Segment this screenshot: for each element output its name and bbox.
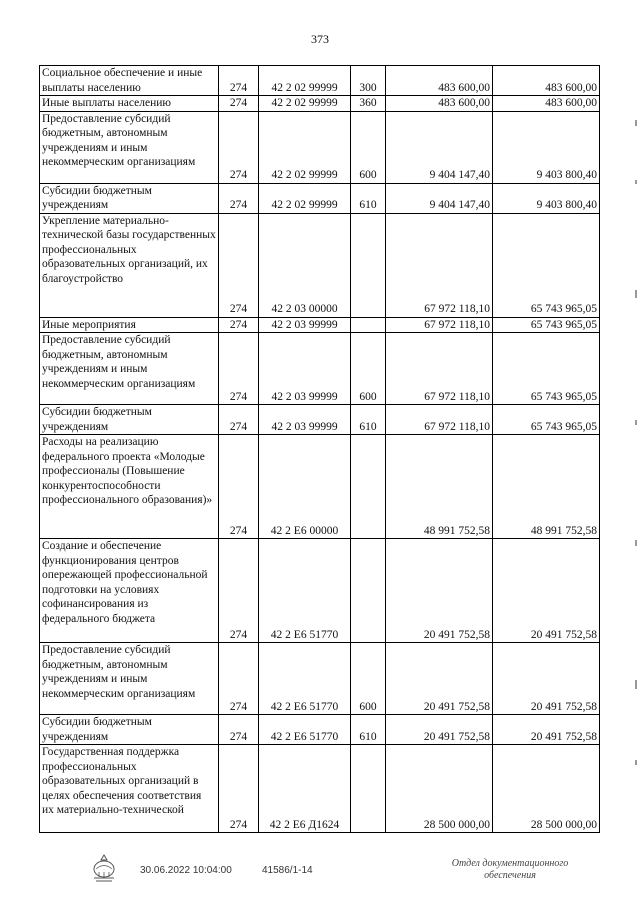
row-csr: 42 2 02 99999 (259, 111, 351, 183)
row-vr (351, 213, 386, 317)
row-sum-2: 65 743 965,05 (493, 317, 600, 333)
row-code: 274 (219, 213, 259, 317)
row-csr: 42 2 03 00000 (259, 213, 351, 317)
row-vr (351, 539, 386, 643)
table-row (40, 317, 600, 333)
table-row (40, 111, 600, 183)
row-code: 274 (219, 643, 259, 715)
row-vr: 610 (351, 715, 386, 745)
footer-doc-number: 41586/1-14 (262, 865, 313, 876)
page-number: 373 (311, 32, 329, 46)
row-name: Укрепление материально-технической базы государственных профессиональных образовательных организаций, их благоустройство (40, 213, 219, 317)
row-sum-2: 20 491 752,58 (493, 715, 600, 745)
row-sum-2: 20 491 752,58 (493, 539, 600, 643)
row-csr: 42 2 02 99999 (259, 183, 351, 213)
row-csr: 42 2 03 99999 (259, 317, 351, 333)
row-code: 274 (219, 111, 259, 183)
row-name: Предоставление субсидий бюджетным, автономным учреждениям и иным некоммерческим организациям (40, 333, 219, 405)
row-sum-2: 65 743 965,05 (493, 333, 600, 405)
row-sum-2: 65 743 965,05 (493, 405, 600, 435)
row-vr (351, 317, 386, 333)
footer-department (420, 858, 600, 882)
row-name: Предоставление субсидий бюджетным, автономным учреждениям и иным некоммерческим организациям (40, 111, 219, 183)
row-sum-1: 483 600,00 (386, 66, 493, 96)
row-sum-1: 28 500 000,00 (386, 745, 493, 833)
coat-of-arms-icon (88, 852, 120, 884)
row-code: 274 (219, 715, 259, 745)
row-vr: 600 (351, 111, 386, 183)
row-sum-2: 48 991 752,58 (493, 435, 600, 539)
row-sum-1: 9 404 147,40 (386, 183, 493, 213)
row-sum-2: 65 743 965,05 (493, 213, 600, 317)
row-csr: 42 2 03 99999 (259, 333, 351, 405)
row-code: 274 (219, 435, 259, 539)
footer-department-line-1: Отдел документационного (451, 858, 569, 869)
row-code: 274 (219, 333, 259, 405)
row-csr: 42 2 02 99999 (259, 96, 351, 112)
row-code: 274 (219, 66, 259, 96)
row-sum-1: 67 972 118,10 (386, 213, 493, 317)
row-sum-1: 20 491 752,58 (386, 539, 493, 643)
row-name: Иные мероприятия (40, 317, 219, 333)
table-row (40, 405, 600, 435)
row-name: Субсидии бюджетным учреждениям (40, 715, 219, 745)
row-code: 274 (219, 539, 259, 643)
row-name: Государственная поддержка профессиональных образовательных организаций в целях обеспечения соответствия их материально-технической (40, 745, 219, 833)
row-sum-1: 67 972 118,10 (386, 405, 493, 435)
table-row (40, 213, 600, 317)
row-code: 274 (219, 405, 259, 435)
row-name: Предоставление субсидий бюджетным, автономным учреждениям и иным некоммерческим организациям (40, 643, 219, 715)
table-row (40, 745, 600, 833)
row-name: Создание и обеспечение функционирования центров опережающей профессиональной подготовки на условиях софинансирования из федерального бюджета (40, 539, 219, 643)
row-name: Иные выплаты населению (40, 96, 219, 112)
row-code: 274 (219, 96, 259, 112)
row-csr: 42 2 Е6 51770 (259, 539, 351, 643)
table-row (40, 333, 600, 405)
row-sum-1: 9 404 147,40 (386, 111, 493, 183)
row-name: Социальное обеспечение и иные выплаты населению (40, 66, 219, 96)
scan-edge-marks (635, 120, 637, 820)
row-name: Субсидии бюджетным учреждениям (40, 183, 219, 213)
budget-table (39, 65, 600, 833)
row-sum-2: 9 403 800,40 (493, 183, 600, 213)
page-footer (0, 858, 640, 898)
row-sum-1: 67 972 118,10 (386, 317, 493, 333)
row-csr: 42 2 03 99999 (259, 405, 351, 435)
row-sum-2: 20 491 752,58 (493, 643, 600, 715)
row-csr: 42 2 Е6 51770 (259, 715, 351, 745)
row-vr: 600 (351, 333, 386, 405)
row-name: Субсидии бюджетным учреждениям (40, 405, 219, 435)
table-row (40, 715, 600, 745)
table-row (40, 66, 600, 96)
row-code: 274 (219, 317, 259, 333)
row-sum-1: 20 491 752,58 (386, 643, 493, 715)
row-code: 274 (219, 745, 259, 833)
footer-date: 30.06.2022 10:04:00 (140, 865, 232, 876)
row-vr (351, 745, 386, 833)
row-sum-1: 483 600,00 (386, 96, 493, 112)
row-vr: 610 (351, 405, 386, 435)
footer-department-line-2: обеспечения (484, 870, 536, 881)
row-sum-1: 48 991 752,58 (386, 435, 493, 539)
row-sum-2: 483 600,00 (493, 96, 600, 112)
table-row (40, 183, 600, 213)
row-vr (351, 435, 386, 539)
row-sum-2: 28 500 000,00 (493, 745, 600, 833)
row-vr: 610 (351, 183, 386, 213)
row-vr: 360 (351, 96, 386, 112)
row-name: Расходы на реализацию федерального проекта «Молодые профессионалы (Повышение конкурентоспособности профессионального образования)» (40, 435, 219, 539)
table-row (40, 539, 600, 643)
row-vr: 600 (351, 643, 386, 715)
row-vr: 300 (351, 66, 386, 96)
row-csr: 42 2 Е6 00000 (259, 435, 351, 539)
row-sum-2: 9 403 800,40 (493, 111, 600, 183)
table-row (40, 643, 600, 715)
row-sum-1: 20 491 752,58 (386, 715, 493, 745)
row-sum-1: 67 972 118,10 (386, 333, 493, 405)
row-csr: 42 2 Е6 Д1624 (259, 745, 351, 833)
row-code: 274 (219, 183, 259, 213)
row-csr: 42 2 02 99999 (259, 66, 351, 96)
row-csr: 42 2 Е6 51770 (259, 643, 351, 715)
table-row (40, 435, 600, 539)
table-row (40, 96, 600, 112)
row-sum-2: 483 600,00 (493, 66, 600, 96)
